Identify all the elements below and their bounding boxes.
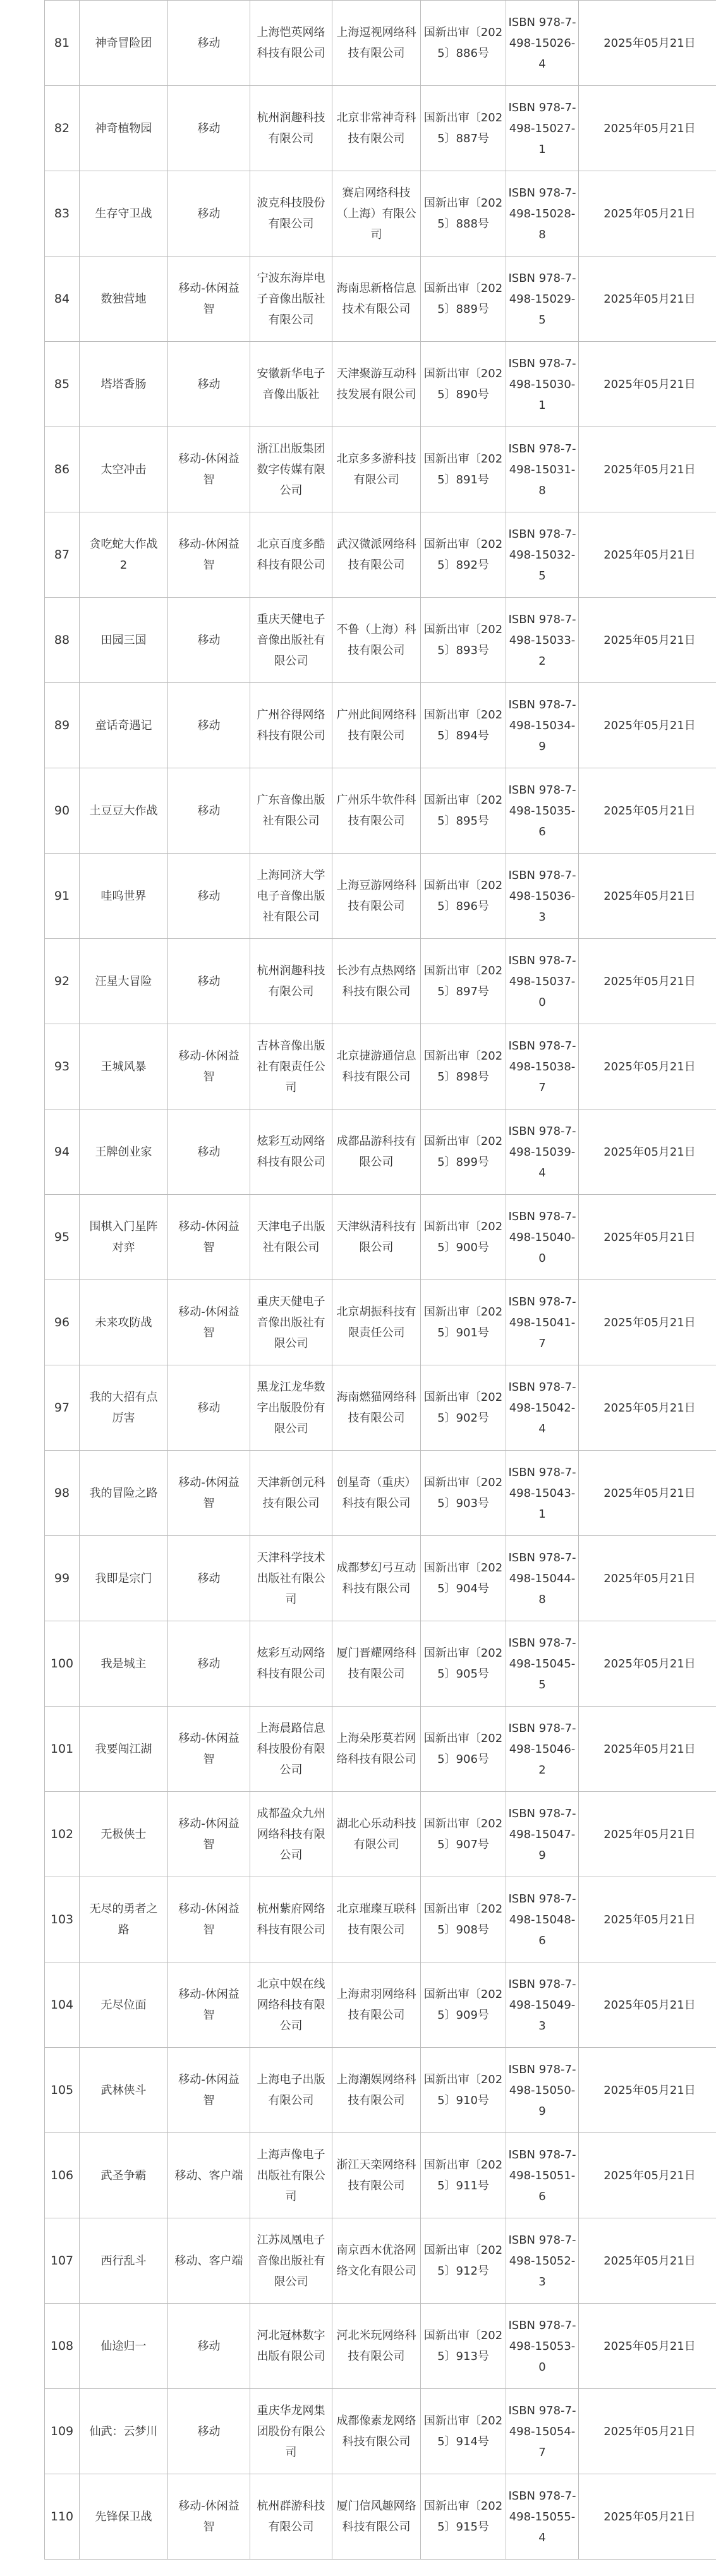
row-number-cell: 82 <box>45 86 80 171</box>
table-row <box>45 768 716 854</box>
approval-date-cell: 2025年05月21日 <box>579 1195 716 1280</box>
isbn-cell: ISBN 978-7-498-15050-9 <box>506 2048 579 2133</box>
operator-cell: 上海肃羽网络科技有限公司 <box>332 1962 421 2048</box>
category-cell: 移动-休闲益智 <box>168 1707 250 1792</box>
operator-cell: 浙江天栾网络科技有限公司 <box>332 2133 421 2218</box>
approval-number-cell: 国新出审〔2025〕897号 <box>421 939 506 1024</box>
isbn-cell: ISBN 978-7-498-15038-7 <box>506 1024 579 1110</box>
game-name-cell: 数独营地 <box>80 257 168 342</box>
category-cell: 移动 <box>168 768 250 854</box>
table-row <box>45 1621 716 1707</box>
table-row <box>45 257 716 342</box>
approval-number-cell: 国新出审〔2025〕914号 <box>421 2389 506 2474</box>
operator-cell: 上海朵彤莫若网络科技有限公司 <box>332 1707 421 1792</box>
game-name-cell: 太空冲击 <box>80 427 168 512</box>
row-number-cell: 95 <box>45 1195 80 1280</box>
approval-date-cell: 2025年05月21日 <box>579 1962 716 2048</box>
table-body <box>45 1 716 2560</box>
game-name-cell: 田园三国 <box>80 598 168 683</box>
row-number-cell: 109 <box>45 2389 80 2474</box>
operator-cell: 成都像素龙网络科技有限公司 <box>332 2389 421 2474</box>
publisher-cell: 河北冠林数字出版有限公司 <box>250 2304 332 2389</box>
publisher-cell: 重庆华龙网集团股份有限公司 <box>250 2389 332 2474</box>
isbn-cell: ISBN 978-7-498-15026-4 <box>506 1 579 86</box>
publisher-cell: 广东音像出版社有限公司 <box>250 768 332 854</box>
row-number-cell: 83 <box>45 171 80 257</box>
publisher-cell: 浙江出版集团数字传媒有限公司 <box>250 427 332 512</box>
approval-number-cell: 国新出审〔2025〕886号 <box>421 1 506 86</box>
operator-cell: 湖北心乐动科技有限公司 <box>332 1792 421 1877</box>
approval-date-cell: 2025年05月21日 <box>579 2474 716 2560</box>
publisher-cell: 重庆天健电子音像出版社有限公司 <box>250 1280 332 1365</box>
publisher-cell: 成都盈众九州网络科技有限公司 <box>250 1792 332 1877</box>
approval-date-cell: 2025年05月21日 <box>579 768 716 854</box>
category-cell: 移动-休闲益智 <box>168 1962 250 2048</box>
isbn-cell: ISBN 978-7-498-15046-2 <box>506 1707 579 1792</box>
game-name-cell: 仙途归一 <box>80 2304 168 2389</box>
category-cell: 移动 <box>168 1365 250 1451</box>
isbn-cell: ISBN 978-7-498-15045-5 <box>506 1621 579 1707</box>
game-name-cell: 我是城主 <box>80 1621 168 1707</box>
isbn-cell: ISBN 978-7-498-15039-4 <box>506 1110 579 1195</box>
category-cell: 移动-休闲益智 <box>168 1024 250 1110</box>
operator-cell: 海南思新格信息技术有限公司 <box>332 257 421 342</box>
publisher-cell: 杭州润趣科技有限公司 <box>250 86 332 171</box>
table-row <box>45 1877 716 1962</box>
isbn-cell: ISBN 978-7-498-15044-8 <box>506 1536 579 1621</box>
category-cell: 移动-休闲益智 <box>168 2474 250 2560</box>
approval-number-cell: 国新出审〔2025〕909号 <box>421 1962 506 2048</box>
table-row <box>45 1962 716 2048</box>
publisher-cell: 杭州群游科技有限公司 <box>250 2474 332 2560</box>
category-cell: 移动、客户端 <box>168 2218 250 2304</box>
category-cell: 移动-休闲益智 <box>168 427 250 512</box>
table-row <box>45 1365 716 1451</box>
operator-cell: 上海潮娱网络科技有限公司 <box>332 2048 421 2133</box>
isbn-cell: ISBN 978-7-498-15028-8 <box>506 171 579 257</box>
operator-cell: 北京胡振科技有限责任公司 <box>332 1280 421 1365</box>
approval-date-cell: 2025年05月21日 <box>579 171 716 257</box>
table-row <box>45 1195 716 1280</box>
operator-cell: 厦门晋耀网络科技有限公司 <box>332 1621 421 1707</box>
approval-date-cell: 2025年05月21日 <box>579 1365 716 1451</box>
row-number-cell: 86 <box>45 427 80 512</box>
publisher-cell: 宁波东海岸电子音像出版社有限公司 <box>250 257 332 342</box>
approval-date-cell: 2025年05月21日 <box>579 1280 716 1365</box>
approval-date-cell: 2025年05月21日 <box>579 512 716 598</box>
table-row <box>45 1451 716 1536</box>
operator-cell: 北京捷游通信息科技有限公司 <box>332 1024 421 1110</box>
publisher-cell: 北京中娱在线网络科技有限公司 <box>250 1962 332 2048</box>
game-name-cell: 无尽的勇者之路 <box>80 1877 168 1962</box>
approval-number-cell: 国新出审〔2025〕902号 <box>421 1365 506 1451</box>
isbn-cell: ISBN 978-7-498-15036-3 <box>506 854 579 939</box>
row-number-cell: 89 <box>45 683 80 768</box>
game-name-cell: 仙武：云梦川 <box>80 2389 168 2474</box>
approval-number-cell: 国新出审〔2025〕888号 <box>421 171 506 257</box>
category-cell: 移动 <box>168 2389 250 2474</box>
game-name-cell: 无极侠士 <box>80 1792 168 1877</box>
operator-cell: 天津纵清科技有限公司 <box>332 1195 421 1280</box>
isbn-cell: ISBN 978-7-498-15055-4 <box>506 2474 579 2560</box>
operator-cell: 武汉微派网络科技有限公司 <box>332 512 421 598</box>
operator-cell: 创星奇（重庆）科技有限公司 <box>332 1451 421 1536</box>
approval-number-cell: 国新出审〔2025〕907号 <box>421 1792 506 1877</box>
row-number-cell: 90 <box>45 768 80 854</box>
category-cell: 移动-休闲益智 <box>168 1792 250 1877</box>
operator-cell: 成都梦幻弓互动科技有限公司 <box>332 1536 421 1621</box>
category-cell: 移动 <box>168 1621 250 1707</box>
row-number-cell: 110 <box>45 2474 80 2560</box>
table-row <box>45 171 716 257</box>
approval-date-cell: 2025年05月21日 <box>579 854 716 939</box>
game-name-cell: 生存守卫战 <box>80 171 168 257</box>
approval-number-cell: 国新出审〔2025〕903号 <box>421 1451 506 1536</box>
isbn-cell: ISBN 978-7-498-15041-7 <box>506 1280 579 1365</box>
game-name-cell: 未来攻防战 <box>80 1280 168 1365</box>
isbn-cell: ISBN 978-7-498-15051-6 <box>506 2133 579 2218</box>
table-row <box>45 1024 716 1110</box>
category-cell: 移动 <box>168 683 250 768</box>
approval-date-cell: 2025年05月21日 <box>579 1451 716 1536</box>
approval-number-cell: 国新出审〔2025〕912号 <box>421 2218 506 2304</box>
row-number-cell: 98 <box>45 1451 80 1536</box>
game-name-cell: 我的冒险之路 <box>80 1451 168 1536</box>
publisher-cell: 天津科学技术出版社有限公司 <box>250 1536 332 1621</box>
approval-date-cell: 2025年05月21日 <box>579 1877 716 1962</box>
operator-cell: 北京璀璨互联科技有限公司 <box>332 1877 421 1962</box>
category-cell: 移动 <box>168 1 250 86</box>
table-row <box>45 2389 716 2474</box>
publisher-cell: 波克科技股份有限公司 <box>250 171 332 257</box>
approval-number-cell: 国新出审〔2025〕895号 <box>421 768 506 854</box>
approval-number-cell: 国新出审〔2025〕900号 <box>421 1195 506 1280</box>
table-row <box>45 1280 716 1365</box>
operator-cell: 厦门信风趣网络科技有限公司 <box>332 2474 421 2560</box>
row-number-cell: 96 <box>45 1280 80 1365</box>
table-row <box>45 2304 716 2389</box>
publisher-cell: 上海晨路信息科技股份有限公司 <box>250 1707 332 1792</box>
row-number-cell: 101 <box>45 1707 80 1792</box>
category-cell: 移动-休闲益智 <box>168 1877 250 1962</box>
game-name-cell: 王城风暴 <box>80 1024 168 1110</box>
publisher-cell: 安徽新华电子音像出版社 <box>250 342 332 427</box>
isbn-cell: ISBN 978-7-498-15029-5 <box>506 257 579 342</box>
publisher-cell: 天津新创元科技有限公司 <box>250 1451 332 1536</box>
approval-number-cell: 国新出审〔2025〕908号 <box>421 1877 506 1962</box>
isbn-cell: ISBN 978-7-498-15032-5 <box>506 512 579 598</box>
operator-cell: 赛启网络科技（上海）有限公司 <box>332 171 421 257</box>
publisher-cell: 广州谷得网络科技有限公司 <box>250 683 332 768</box>
game-name-cell: 贪吃蛇大作战2 <box>80 512 168 598</box>
game-name-cell: 哇呜世界 <box>80 854 168 939</box>
approval-number-cell: 国新出审〔2025〕890号 <box>421 342 506 427</box>
publisher-cell: 上海声像电子出版社有限公司 <box>250 2133 332 2218</box>
approval-date-cell: 2025年05月21日 <box>579 939 716 1024</box>
game-name-cell: 无尽位面 <box>80 1962 168 2048</box>
publisher-cell: 炫彩互动网络科技有限公司 <box>250 1621 332 1707</box>
approval-date-cell: 2025年05月21日 <box>579 257 716 342</box>
isbn-cell: ISBN 978-7-498-15034-9 <box>506 683 579 768</box>
isbn-cell: ISBN 978-7-498-15033-2 <box>506 598 579 683</box>
approval-number-cell: 国新出审〔2025〕906号 <box>421 1707 506 1792</box>
operator-cell: 北京多多游科技有限公司 <box>332 427 421 512</box>
row-number-cell: 107 <box>45 2218 80 2304</box>
category-cell: 移动-休闲益智 <box>168 1195 250 1280</box>
approval-date-cell: 2025年05月21日 <box>579 427 716 512</box>
table-row <box>45 939 716 1024</box>
approval-date-cell: 2025年05月21日 <box>579 1707 716 1792</box>
table-row <box>45 342 716 427</box>
category-cell: 移动-休闲益智 <box>168 2048 250 2133</box>
table-row <box>45 683 716 768</box>
category-cell: 移动 <box>168 1536 250 1621</box>
category-cell: 移动、客户端 <box>168 2133 250 2218</box>
row-number-cell: 85 <box>45 342 80 427</box>
row-number-cell: 92 <box>45 939 80 1024</box>
table-row <box>45 854 716 939</box>
row-number-cell: 84 <box>45 257 80 342</box>
game-approval-table <box>44 0 716 2560</box>
isbn-cell: ISBN 978-7-498-15054-7 <box>506 2389 579 2474</box>
row-number-cell: 87 <box>45 512 80 598</box>
game-name-cell: 塔塔香肠 <box>80 342 168 427</box>
table-row <box>45 2218 716 2304</box>
category-cell: 移动 <box>168 86 250 171</box>
game-name-cell: 先锋保卫战 <box>80 2474 168 2560</box>
game-name-cell: 西行乱斗 <box>80 2218 168 2304</box>
approval-number-cell: 国新出审〔2025〕898号 <box>421 1024 506 1110</box>
row-number-cell: 99 <box>45 1536 80 1621</box>
approval-date-cell: 2025年05月21日 <box>579 598 716 683</box>
approval-number-cell: 国新出审〔2025〕896号 <box>421 854 506 939</box>
publisher-cell: 上海恺英网络科技有限公司 <box>250 1 332 86</box>
operator-cell: 南京西木优洛网络文化有限公司 <box>332 2218 421 2304</box>
table-row <box>45 1792 716 1877</box>
row-number-cell: 105 <box>45 2048 80 2133</box>
publisher-cell: 上海同济大学电子音像出版社有限公司 <box>250 854 332 939</box>
operator-cell: 不鲁（上海）科技有限公司 <box>332 598 421 683</box>
game-name-cell: 童话奇遇记 <box>80 683 168 768</box>
isbn-cell: ISBN 978-7-498-15027-1 <box>506 86 579 171</box>
operator-cell: 长沙有点热网络科技有限公司 <box>332 939 421 1024</box>
category-cell: 移动 <box>168 939 250 1024</box>
approval-date-cell: 2025年05月21日 <box>579 342 716 427</box>
approval-date-cell: 2025年05月21日 <box>579 1110 716 1195</box>
approval-number-cell: 国新出审〔2025〕901号 <box>421 1280 506 1365</box>
game-name-cell: 我的大招有点厉害 <box>80 1365 168 1451</box>
isbn-cell: ISBN 978-7-498-15030-1 <box>506 342 579 427</box>
row-number-cell: 81 <box>45 1 80 86</box>
row-number-cell: 100 <box>45 1621 80 1707</box>
table-row <box>45 2133 716 2218</box>
approval-number-cell: 国新出审〔2025〕899号 <box>421 1110 506 1195</box>
table-row <box>45 1110 716 1195</box>
approval-number-cell: 国新出审〔2025〕893号 <box>421 598 506 683</box>
approval-date-cell: 2025年05月21日 <box>579 683 716 768</box>
approval-date-cell: 2025年05月21日 <box>579 2048 716 2133</box>
isbn-cell: ISBN 978-7-498-15037-0 <box>506 939 579 1024</box>
approval-date-cell: 2025年05月21日 <box>579 1536 716 1621</box>
approval-number-cell: 国新出审〔2025〕913号 <box>421 2304 506 2389</box>
approval-number-cell: 国新出审〔2025〕904号 <box>421 1536 506 1621</box>
game-name-cell: 汪星大冒险 <box>80 939 168 1024</box>
operator-cell: 广州乐牛软件科技有限公司 <box>332 768 421 854</box>
table-row <box>45 598 716 683</box>
category-cell: 移动-休闲益智 <box>168 1280 250 1365</box>
approval-date-cell: 2025年05月21日 <box>579 1024 716 1110</box>
publisher-cell: 炫彩互动网络科技有限公司 <box>250 1110 332 1195</box>
category-cell: 移动-休闲益智 <box>168 257 250 342</box>
operator-cell: 上海豆游网络科技有限公司 <box>332 854 421 939</box>
table-row <box>45 1536 716 1621</box>
row-number-cell: 93 <box>45 1024 80 1110</box>
approval-number-cell: 国新出审〔2025〕910号 <box>421 2048 506 2133</box>
category-cell: 移动 <box>168 1110 250 1195</box>
category-cell: 移动 <box>168 854 250 939</box>
isbn-cell: ISBN 978-7-498-15053-0 <box>506 2304 579 2389</box>
isbn-cell: ISBN 978-7-498-15047-9 <box>506 1792 579 1877</box>
game-name-cell: 我要闯江湖 <box>80 1707 168 1792</box>
publisher-cell: 北京百度多酷科技有限公司 <box>250 512 332 598</box>
approval-number-cell: 国新出审〔2025〕887号 <box>421 86 506 171</box>
category-cell: 移动 <box>168 2304 250 2389</box>
approval-number-cell: 国新出审〔2025〕889号 <box>421 257 506 342</box>
table-row <box>45 2048 716 2133</box>
publisher-cell: 吉林音像出版社有限责任公司 <box>250 1024 332 1110</box>
category-cell: 移动-休闲益智 <box>168 1451 250 1536</box>
isbn-cell: ISBN 978-7-498-15031-8 <box>506 427 579 512</box>
game-name-cell: 神奇植物园 <box>80 86 168 171</box>
operator-cell: 北京非常神奇科技有限公司 <box>332 86 421 171</box>
category-cell: 移动 <box>168 598 250 683</box>
category-cell: 移动 <box>168 171 250 257</box>
operator-cell: 河北米玩网络科技有限公司 <box>332 2304 421 2389</box>
game-name-cell: 武圣争霸 <box>80 2133 168 2218</box>
publisher-cell: 杭州紫府网络科技有限公司 <box>250 1877 332 1962</box>
approval-date-cell: 2025年05月21日 <box>579 2218 716 2304</box>
row-number-cell: 88 <box>45 598 80 683</box>
operator-cell: 海南燃猫网络科技有限公司 <box>332 1365 421 1451</box>
row-number-cell: 94 <box>45 1110 80 1195</box>
isbn-cell: ISBN 978-7-498-15040-0 <box>506 1195 579 1280</box>
isbn-cell: ISBN 978-7-498-15042-4 <box>506 1365 579 1451</box>
publisher-cell: 重庆天健电子音像出版社有限公司 <box>250 598 332 683</box>
operator-cell: 成都品游科技有限公司 <box>332 1110 421 1195</box>
approval-date-cell: 2025年05月21日 <box>579 2304 716 2389</box>
approval-number-cell: 国新出审〔2025〕892号 <box>421 512 506 598</box>
table-row <box>45 1 716 86</box>
approval-date-cell: 2025年05月21日 <box>579 2389 716 2474</box>
isbn-cell: ISBN 978-7-498-15035-6 <box>506 768 579 854</box>
operator-cell: 广州此间网络科技有限公司 <box>332 683 421 768</box>
approval-date-cell: 2025年05月21日 <box>579 2133 716 2218</box>
operator-cell: 天津聚游互动科技发展有限公司 <box>332 342 421 427</box>
table-row <box>45 512 716 598</box>
row-number-cell: 102 <box>45 1792 80 1877</box>
operator-cell: 上海逗视网络科技有限公司 <box>332 1 421 86</box>
isbn-cell: ISBN 978-7-498-15043-1 <box>506 1451 579 1536</box>
table-row <box>45 427 716 512</box>
isbn-cell: ISBN 978-7-498-15048-6 <box>506 1877 579 1962</box>
approval-date-cell: 2025年05月21日 <box>579 1621 716 1707</box>
game-name-cell: 武林侠斗 <box>80 2048 168 2133</box>
table-row <box>45 1707 716 1792</box>
approval-number-cell: 国新出审〔2025〕915号 <box>421 2474 506 2560</box>
publisher-cell: 黑龙江龙华数字出版股份有限公司 <box>250 1365 332 1451</box>
table-row <box>45 86 716 171</box>
approval-date-cell: 2025年05月21日 <box>579 1792 716 1877</box>
isbn-cell: ISBN 978-7-498-15049-3 <box>506 1962 579 2048</box>
game-name-cell: 王牌创业家 <box>80 1110 168 1195</box>
row-number-cell: 103 <box>45 1877 80 1962</box>
approval-date-cell: 2025年05月21日 <box>579 86 716 171</box>
table-row <box>45 2474 716 2560</box>
approval-number-cell: 国新出审〔2025〕894号 <box>421 683 506 768</box>
publisher-cell: 天津电子出版社有限公司 <box>250 1195 332 1280</box>
row-number-cell: 106 <box>45 2133 80 2218</box>
publisher-cell: 江苏凤凰电子音像出版社有限公司 <box>250 2218 332 2304</box>
approval-number-cell: 国新出审〔2025〕891号 <box>421 427 506 512</box>
isbn-cell: ISBN 978-7-498-15052-3 <box>506 2218 579 2304</box>
category-cell: 移动 <box>168 342 250 427</box>
row-number-cell: 91 <box>45 854 80 939</box>
game-name-cell: 神奇冒险团 <box>80 1 168 86</box>
game-name-cell: 我即是宗门 <box>80 1536 168 1621</box>
game-name-cell: 围棋入门星阵对弈 <box>80 1195 168 1280</box>
category-cell: 移动-休闲益智 <box>168 512 250 598</box>
game-name-cell: 土豆豆大作战 <box>80 768 168 854</box>
publisher-cell: 杭州润趣科技有限公司 <box>250 939 332 1024</box>
approval-number-cell: 国新出审〔2025〕905号 <box>421 1621 506 1707</box>
approval-number-cell: 国新出审〔2025〕911号 <box>421 2133 506 2218</box>
row-number-cell: 97 <box>45 1365 80 1451</box>
row-number-cell: 108 <box>45 2304 80 2389</box>
approval-date-cell: 2025年05月21日 <box>579 1 716 86</box>
publisher-cell: 上海电子出版有限公司 <box>250 2048 332 2133</box>
row-number-cell: 104 <box>45 1962 80 2048</box>
